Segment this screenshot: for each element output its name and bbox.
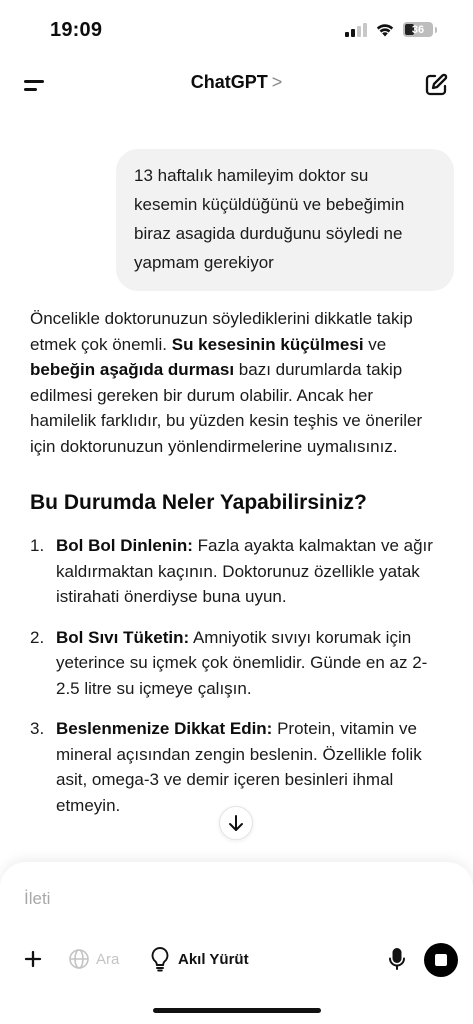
wifi-icon — [375, 22, 395, 37]
page-title: ChatGPT — [190, 72, 268, 92]
list-item: 2. Bol Sıvı Tüketin: Amniyotik sıvıyı korumak için yeterince su içmek çok önemlidir. Günde en az 2-2.5 litre su içmeye çalışın. — [30, 627, 428, 698]
home-indicator — [153, 1008, 321, 1013]
arrow-down-icon — [228, 814, 244, 832]
microphone-icon — [384, 946, 410, 972]
plus-icon — [20, 946, 46, 972]
reason-label: Akıl Yürüt — [178, 950, 249, 968]
status-bar — [0, 0, 473, 60]
assistant-intro: Öncelikle doktorunuzun söylediklerini dikkatle takip etmek çok önemli. Su kesesinin küçülmesi ve bebeğin aşağıda durması bazı durumlarda takip edilmesi gereken bir durum olabilir. Ancak her hamilelik farklıdır, bu yüzden kesin teşhis ve öneriler için doktorunuzun yönlendirmelerine uymalısınız. — [30, 309, 423, 456]
assistant-message — [30, 306, 440, 833]
signal-icon — [345, 23, 367, 37]
attach-button[interactable] — [20, 946, 46, 972]
status-indicators — [345, 22, 437, 37]
message-composer — [0, 862, 473, 1024]
status-time: 19:09 — [50, 19, 103, 41]
list-item: 3. Beslenmenize Dikkat Edin: Protein, vitamin ve mineral açısından zengin beslenin. Özellikle folik asit, omega-3 ve demir içeren besinleri ihmal etmeyin. — [30, 719, 422, 815]
new-chat-button[interactable] — [423, 72, 449, 98]
advice-list — [30, 533, 440, 818]
model-selector[interactable] — [0, 72, 473, 93]
voice-input-button[interactable] — [384, 946, 410, 972]
battery-icon — [403, 22, 433, 37]
new-chat-icon — [423, 72, 449, 98]
message-input[interactable] — [24, 886, 444, 912]
app-header — [0, 62, 473, 108]
chevron-right-icon: > — [271, 72, 283, 92]
stop-icon — [435, 954, 447, 966]
stop-button[interactable] — [424, 943, 458, 977]
user-message-bubble: 13 haftalık hamileyim doktor su kesemin küçüldüğünü ve bebeğimin biraz asagida durduğunu söyledi ne yapmam gerekiyor — [116, 149, 454, 291]
globe-icon — [68, 948, 90, 970]
list-item: 1. Bol Bol Dinlenin: Fazla ayakta kalmaktan ve ağır kaldırmaktan kaçının. Doktorunuz özellikle yatak istirahati önerdiyse buna uyun. — [30, 536, 433, 606]
search-label: Ara — [96, 950, 120, 968]
section-heading: Bu Durumda Neler Yapabilirsiniz? — [30, 491, 367, 514]
reason-toggle[interactable] — [150, 944, 249, 974]
search-toggle[interactable] — [68, 946, 119, 972]
battery-level: 36 — [411, 23, 425, 36]
scroll-to-bottom-button[interactable] — [219, 806, 253, 840]
lightbulb-icon — [150, 946, 170, 972]
